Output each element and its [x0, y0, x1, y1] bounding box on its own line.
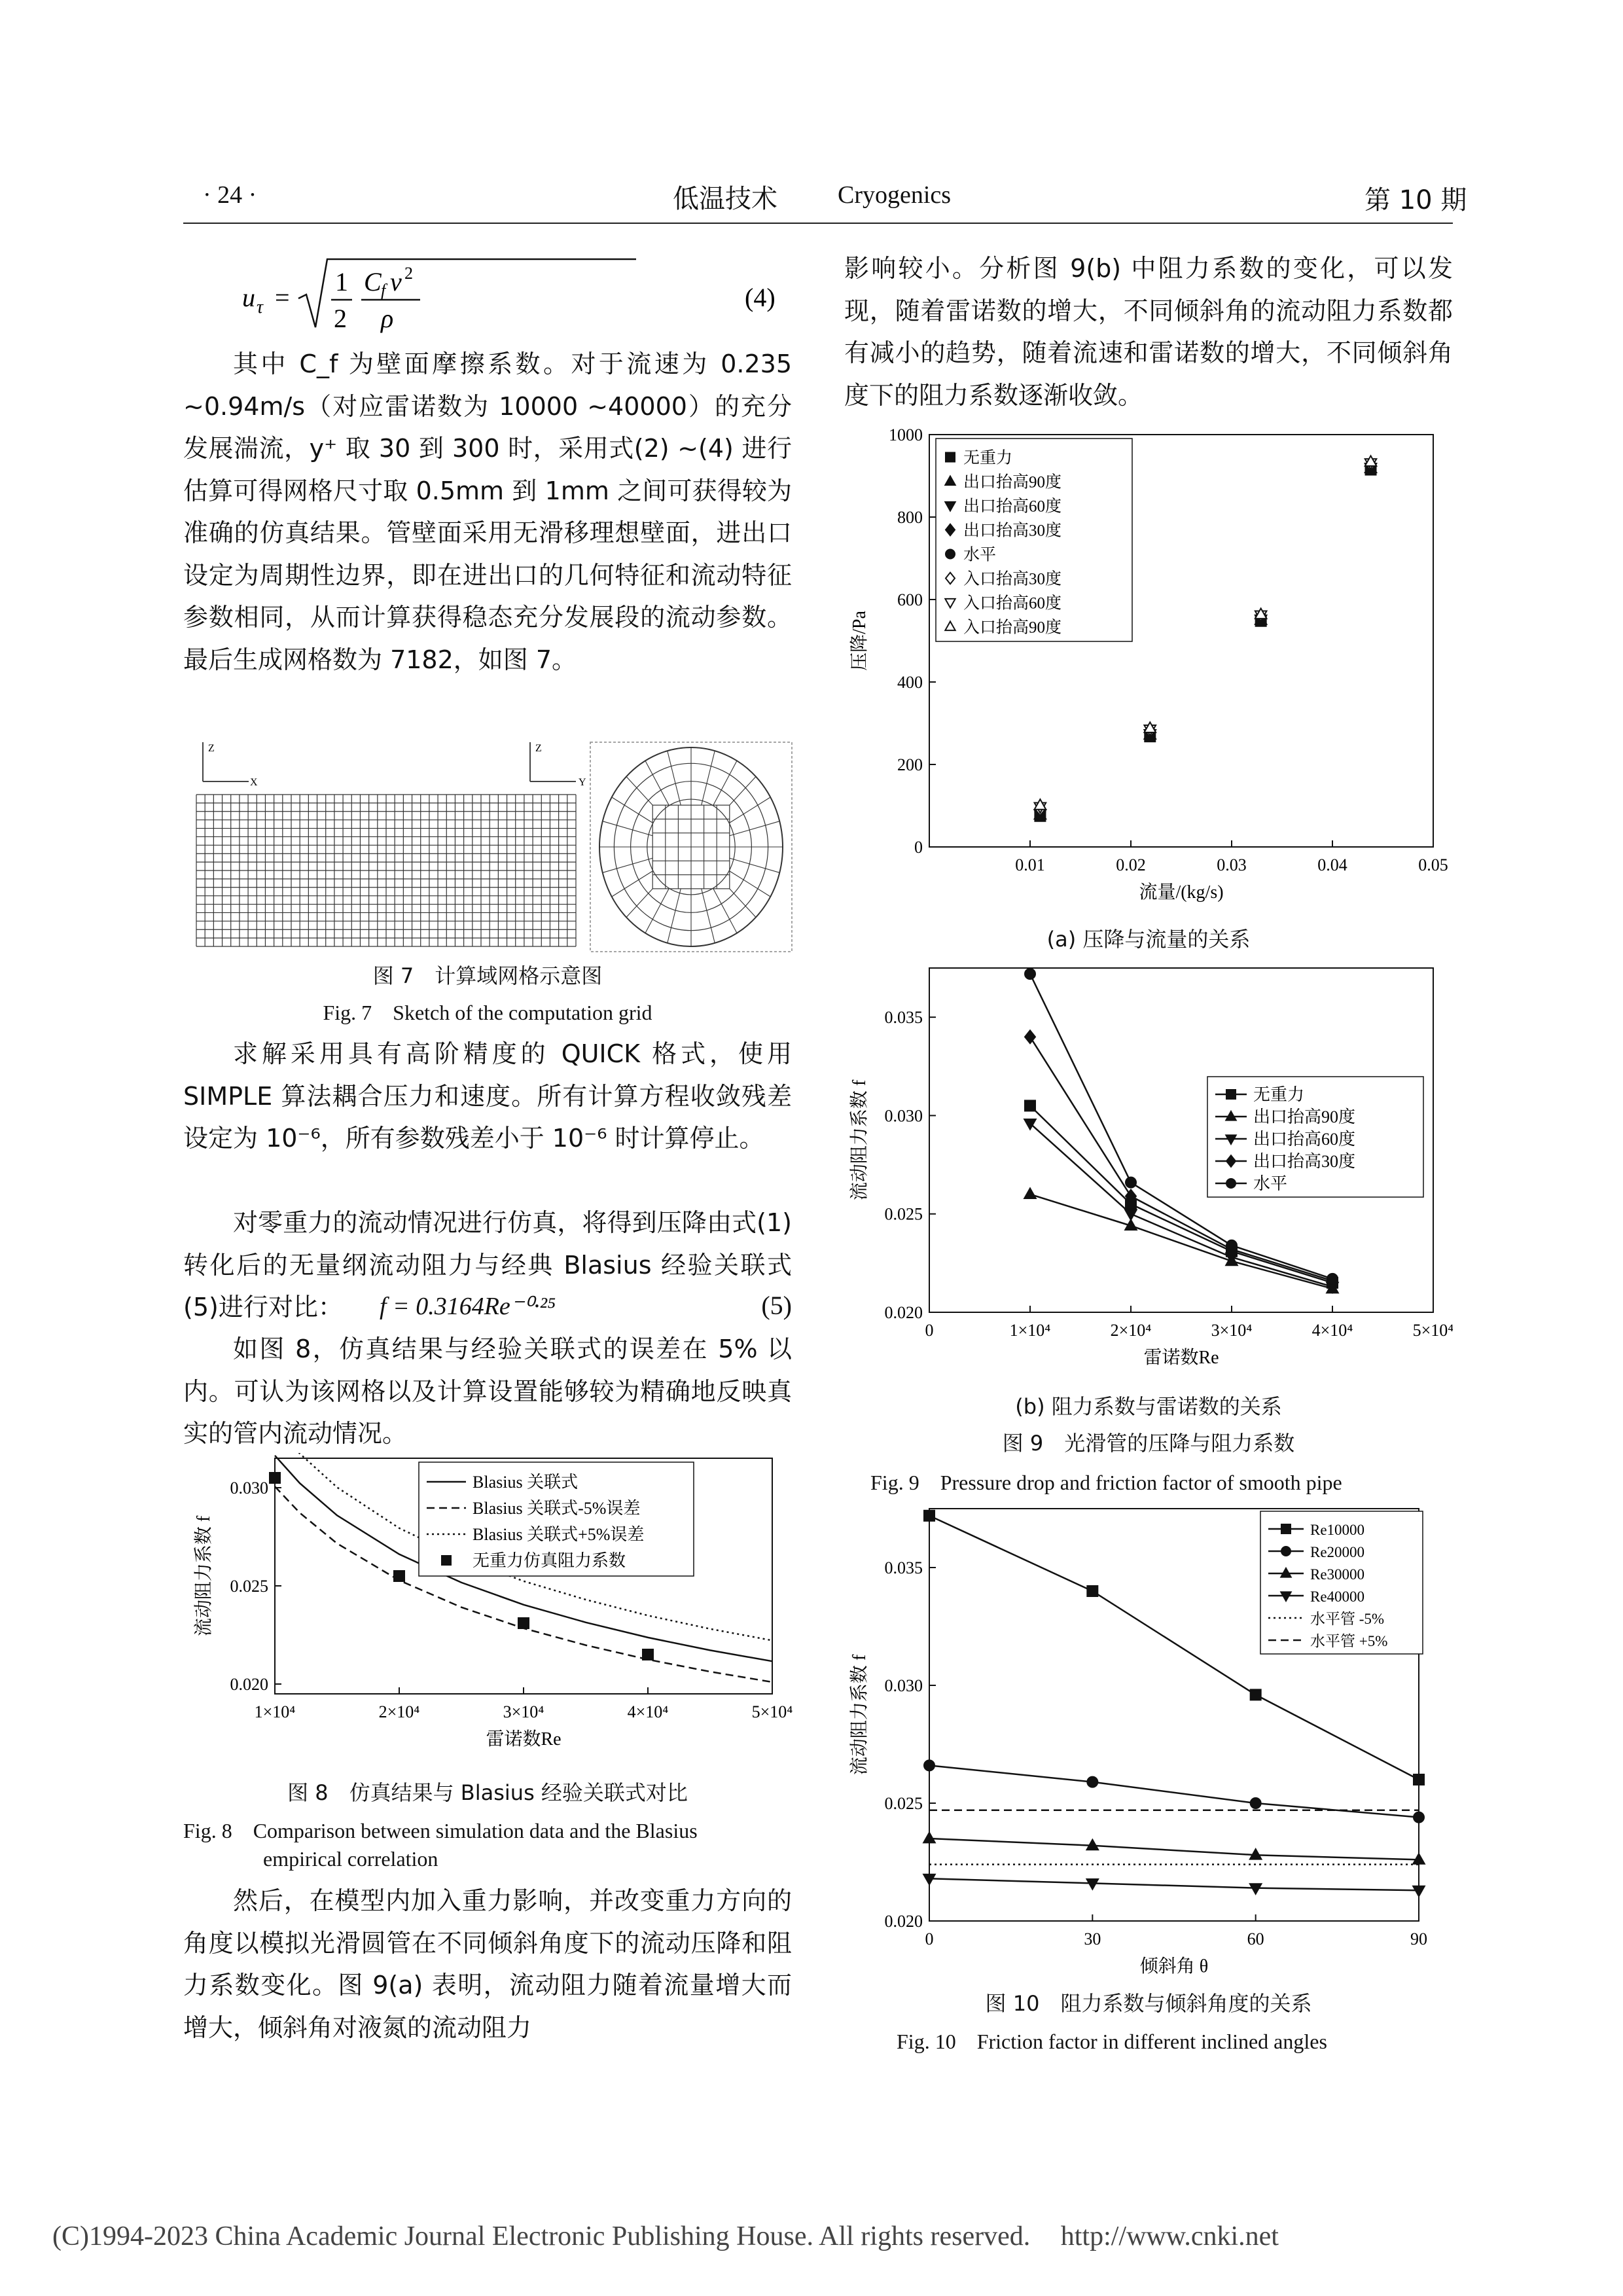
left-paragraph-4: 如图 8，仿真结果与经验关联式的误差在 5% 以内。可认为该网格以及计算设置能够较为精确地反映真实的管内流动情况。: [183, 1335, 792, 1448]
data-point: [394, 1571, 404, 1581]
x-tick-label: 0: [925, 1321, 934, 1340]
fig8-chart: [190, 1453, 798, 1754]
footer-url[interactable]: http://www.cnki.net: [1060, 2221, 1279, 2251]
fig8-plot: [190, 1453, 798, 1754]
mesh-radial-line: [713, 889, 737, 933]
x-tick-label: 5×10⁴: [1412, 1321, 1453, 1340]
fig7-cross-section-mesh: [599, 747, 783, 946]
mesh-radial-line: [626, 777, 652, 806]
mesh-radial-line: [612, 797, 652, 823]
data-point: [1087, 1777, 1097, 1787]
legend-label: Blasius 关联式-5%误差: [473, 1499, 641, 1518]
mesh-radial-line: [668, 889, 681, 943]
legend-label: Blasius 关联式+5%误差: [473, 1525, 645, 1544]
eq4-den2: ρ: [381, 304, 394, 333]
eq4-number: (4): [745, 283, 776, 312]
data-point: [1025, 969, 1035, 979]
mesh-radial-line: [730, 797, 770, 823]
equation-4: [236, 247, 825, 346]
fig7-label-z-left: Z: [208, 743, 215, 754]
fig7-label-x-left: X: [250, 777, 258, 788]
issue-number: 第 10 期: [1364, 185, 1467, 215]
footer: [52, 2221, 1279, 2252]
legend-label: 水平: [963, 546, 997, 564]
x-tick-label: 60: [1247, 1929, 1264, 1948]
data-point: [1251, 1689, 1261, 1700]
y-tick-label: 0.025: [884, 1204, 923, 1224]
legend-label: 入口抬高90度: [963, 619, 1062, 637]
data-point: [1413, 1886, 1425, 1897]
fig8-caption-en-2: empirical correlation: [263, 1847, 438, 1871]
series-2: [1024, 1188, 1338, 1293]
y-tick-label: 0.035: [884, 1558, 923, 1577]
x-tick-label: 4×10⁴: [627, 1702, 669, 1721]
x-tick-label: 0.05: [1418, 855, 1448, 874]
data-point: [1250, 1884, 1262, 1894]
legend-label: 入口抬高30度: [963, 570, 1062, 588]
mesh-radial-line: [730, 871, 770, 897]
fig10-caption-cn: 图 10 阻力系数与倾斜角度的关系: [985, 1991, 1312, 2016]
fig7-rectangular-mesh: [196, 795, 576, 946]
left-paragraph-1: 其中 C_f 为壁面摩擦系数。对于流速为 0.235 ~0.94m/s（对应雷诺数为 10000 ~40000）的充分发展湍流，y⁺ 取 30 到 300 时，采用式(2) ~(4) 进行估算可得网格尺寸取 0.5mm 到 1mm 之间可获得较为准确的仿真结果。管壁面采用无滑移理想壁面，进出口设定为周期性边界，即在进出口的几何特征和流动特征参数相同，从而计算获得稳态充分发展段的流动参数。最后生成网格数为 7182，如图 7。: [183, 350, 792, 674]
legend-item: [946, 570, 1061, 588]
y-axis-label: 流动阻力系数 f: [849, 1654, 870, 1776]
fig9a-caption: (a) 压降与流量的关系: [1046, 927, 1251, 952]
eq4-num2-v: v: [390, 267, 402, 296]
fig9b-chart: [844, 959, 1453, 1378]
x-tick-label: 4×10⁴: [1311, 1321, 1353, 1340]
y-tick-label: 800: [897, 508, 923, 527]
fig8-caption-en-1: Fig. 8 Comparison between simulation data and the Blasius: [183, 1819, 698, 1842]
x-axis-label: 雷诺数Re: [1143, 1348, 1219, 1368]
legend-marker: [1226, 1090, 1236, 1099]
fig10-plot: [844, 1496, 1453, 1980]
series-line: [929, 1839, 1419, 1859]
data-point: [1226, 1240, 1237, 1251]
mesh-radial-line: [603, 821, 652, 836]
mesh-radial-line: [730, 858, 779, 872]
legend-marker: [1226, 1179, 1236, 1188]
fig9-caption-cn: 图 9 光滑管的压降与阻力系数: [1002, 1431, 1295, 1456]
legend-marker: [442, 1556, 451, 1565]
series-4: [923, 1874, 1425, 1897]
legend-label: 入口抬高60度: [963, 594, 1062, 613]
data-point: [1414, 1774, 1424, 1785]
x-tick-label: 30: [1084, 1929, 1101, 1948]
equation-5: [380, 1285, 792, 1327]
y-tick-label: 200: [897, 755, 923, 774]
footer-copyright: (C)1994-2023 China Academic Journal Electronic Publishing House. All rights reserved.: [52, 2221, 1031, 2251]
journal-title-cn: 低温技术: [673, 184, 777, 214]
legend-label: 无重力: [1253, 1085, 1305, 1104]
eq4-den1: 2: [334, 304, 347, 333]
legend-label: Blasius 关联式: [473, 1473, 579, 1492]
y-tick-label: 0.020: [884, 1303, 923, 1322]
right-paragraph-1: 影响较小。分析图 9(b) 中阻力系数的变化，可以发现，随着雷诺数的增大，不同倾斜角的流动阻力系数都有减小的趋势，随着流速和雷诺数的增大，不同倾斜角度下的阻力系数逐渐收敛。: [844, 254, 1453, 410]
fig9b-plot: [844, 959, 1453, 1378]
left-paragraph-5: 然后，在模型内加入重力影响，并改变重力方向的角度以模拟光滑圆管在不同倾斜角度下的流动压降和阻力系数变化。图 9(a) 表明，流动阻力随着流量增大而增大，倾斜角对液氮的流动阻力: [183, 1886, 792, 2042]
series-line: [929, 1878, 1419, 1890]
fig9-caption-en: Fig. 9 Pressure drop and friction factor of smooth pipe: [870, 1471, 1342, 1494]
legend-label: 出口抬高90度: [963, 473, 1062, 492]
series-2: [924, 1760, 1424, 1822]
fig10-chart: [844, 1496, 1453, 1980]
mesh-radial-line: [612, 871, 652, 897]
eq5-formula: f = 0.3164Re⁻⁰·²⁵: [380, 1293, 556, 1320]
mesh-radial-line: [645, 761, 669, 805]
legend-marker: [946, 550, 955, 559]
x-tick-label: 0.03: [1217, 855, 1247, 874]
x-tick-label: 2×10⁴: [378, 1702, 420, 1721]
legend-label: Re10000: [1310, 1522, 1365, 1538]
mesh-radial-line: [645, 889, 669, 933]
data-point: [1087, 1586, 1097, 1596]
fig7-label-z-right: Z: [535, 743, 542, 754]
y-tick-label: 0.030: [884, 1676, 923, 1695]
y-tick-label: 0.035: [884, 1008, 923, 1028]
x-tick-label: 2×10⁴: [1110, 1321, 1152, 1340]
mesh-radial-line: [730, 821, 779, 836]
y-tick-label: 0: [914, 838, 923, 857]
mesh-radial-line: [702, 889, 715, 943]
page-number: · 24 ·: [203, 181, 257, 209]
x-axis-label: 流量/(kg/s): [1139, 882, 1224, 903]
mesh-radial-line: [702, 751, 715, 805]
legend-label: 出口抬高90度: [1253, 1107, 1356, 1126]
x-tick-label: 1×10⁴: [254, 1702, 296, 1721]
y-axis-label: 流动阻力系数 f: [194, 1515, 214, 1637]
data-point: [1025, 1100, 1035, 1111]
data-point: [518, 1618, 529, 1628]
fig9a-plot: [844, 419, 1453, 916]
legend-marker: [1281, 1524, 1291, 1534]
eq4-num1: 1: [335, 267, 348, 296]
legend-label: 出口抬高30度: [1253, 1152, 1356, 1171]
x-tick-label: 0.02: [1116, 855, 1146, 874]
mesh-radial-line: [603, 858, 652, 872]
mesh-radial-line: [730, 777, 756, 806]
left-paragraph-3: 对零重力的流动情况进行仿真，将得到压降由式(1)转化后的无量纲流动阻力与经典 Blasius 经验关联式(5)进行对比：: [183, 1208, 792, 1321]
legend-marker: [946, 453, 955, 462]
data-point: [1126, 1177, 1136, 1188]
eq4-num2-sup: 2: [404, 264, 413, 283]
eq4-lhs-sub: τ: [257, 297, 264, 317]
mesh-radial-line: [668, 751, 681, 805]
series-line: [1030, 1194, 1332, 1289]
legend-label: 水平管 -5%: [1310, 1611, 1385, 1627]
x-tick-label: 5×10⁴: [751, 1702, 793, 1721]
mesh-radial-line: [626, 889, 652, 918]
x-axis-label: 雷诺数Re: [486, 1729, 562, 1749]
fig7-caption-cn: 图 7 计算域网格示意图: [372, 963, 603, 988]
fig7-grid-sketch: [190, 740, 798, 956]
x-tick-label: 1×10⁴: [1009, 1321, 1051, 1340]
legend-label: 出口抬高60度: [1253, 1130, 1356, 1149]
data-point: [1024, 1188, 1036, 1198]
data-point: [1327, 1274, 1338, 1284]
fig10-caption-en: Fig. 10 Friction factor in different inclined angles: [897, 2030, 1327, 2053]
legend-label: 无重力: [963, 449, 1013, 467]
data-point: [923, 1833, 935, 1843]
legend-label: 无重力仿真阻力系数: [473, 1551, 626, 1570]
x-tick-label: 0: [925, 1929, 934, 1948]
y-tick-label: 0.030: [884, 1106, 923, 1126]
left-paragraph-2: 求解采用具有高阶精度的 QUICK 格式，使用 SIMPLE 算法耦合压力和速度。所有计算方程收敛残差设定为 10⁻⁶，所有参数残差小于 10⁻⁶ 时计算停止。: [183, 1039, 792, 1153]
y-axis-label: 压降/Pa: [849, 611, 870, 671]
fig9b-caption: (b) 阻力系数与雷诺数的关系: [1015, 1394, 1282, 1419]
y-tick-label: 0.020: [884, 1912, 923, 1931]
data-point: [643, 1649, 653, 1660]
mesh-radial-line: [730, 889, 756, 918]
equation-4-graphic: [236, 247, 825, 346]
data-point: [1414, 1812, 1424, 1823]
legend-item: [946, 522, 1061, 540]
legend-label: 出口抬高30度: [963, 522, 1062, 540]
eq4-lhs: u: [242, 283, 255, 312]
y-tick-label: 400: [897, 673, 923, 692]
fig9a-chart: [844, 419, 1453, 916]
legend-marker: [1281, 1547, 1291, 1556]
legend-label: 水平: [1253, 1174, 1288, 1193]
data-point: [270, 1473, 280, 1483]
y-axis-label: 流动阻力系数 f: [849, 1079, 870, 1201]
fig7-graphic: [190, 740, 798, 956]
legend-label: 出口抬高60度: [963, 497, 1062, 516]
y-tick-label: 0.020: [230, 1675, 268, 1694]
y-tick-label: 0.030: [230, 1479, 268, 1498]
x-tick-label: 0.01: [1015, 855, 1045, 874]
eq4-num2-sub: f: [381, 281, 386, 300]
y-tick-label: 0.025: [230, 1577, 268, 1596]
y-tick-label: 1000: [889, 425, 923, 444]
eq4-equals: =: [275, 283, 290, 312]
x-tick-label: 3×10⁴: [503, 1702, 544, 1721]
x-tick-label: 0.04: [1317, 855, 1347, 874]
legend-label: Re20000: [1310, 1544, 1365, 1560]
x-tick-label: 90: [1410, 1929, 1427, 1948]
legend-label: Re40000: [1310, 1588, 1365, 1605]
eq5-number: (5): [761, 1291, 792, 1320]
fig8-caption-cn: 图 8 仿真结果与 Blasius 经验关联式对比: [287, 1780, 688, 1805]
fig7-caption-en: Fig. 7 Sketch of the computation grid: [323, 1001, 652, 1024]
eq4-num2: C: [364, 267, 382, 296]
legend-label: 水平管 +5%: [1310, 1633, 1388, 1649]
legend-label: Re30000: [1310, 1566, 1365, 1583]
data-point: [924, 1511, 935, 1521]
x-tick-label: 3×10⁴: [1211, 1321, 1253, 1340]
fig7-label-y-right: Y: [579, 777, 586, 788]
y-tick-label: 600: [897, 590, 923, 609]
eq4-radical: [298, 259, 636, 327]
data-point: [924, 1760, 935, 1770]
header-rule: [183, 223, 1453, 224]
mesh-radial-line: [713, 761, 737, 805]
y-tick-label: 0.025: [884, 1794, 923, 1813]
journal-title-en: Cryogenics: [838, 181, 952, 209]
data-point: [1251, 1798, 1261, 1808]
x-axis-label: 倾斜角 θ: [1139, 1956, 1209, 1977]
series-3: [923, 1833, 1425, 1864]
